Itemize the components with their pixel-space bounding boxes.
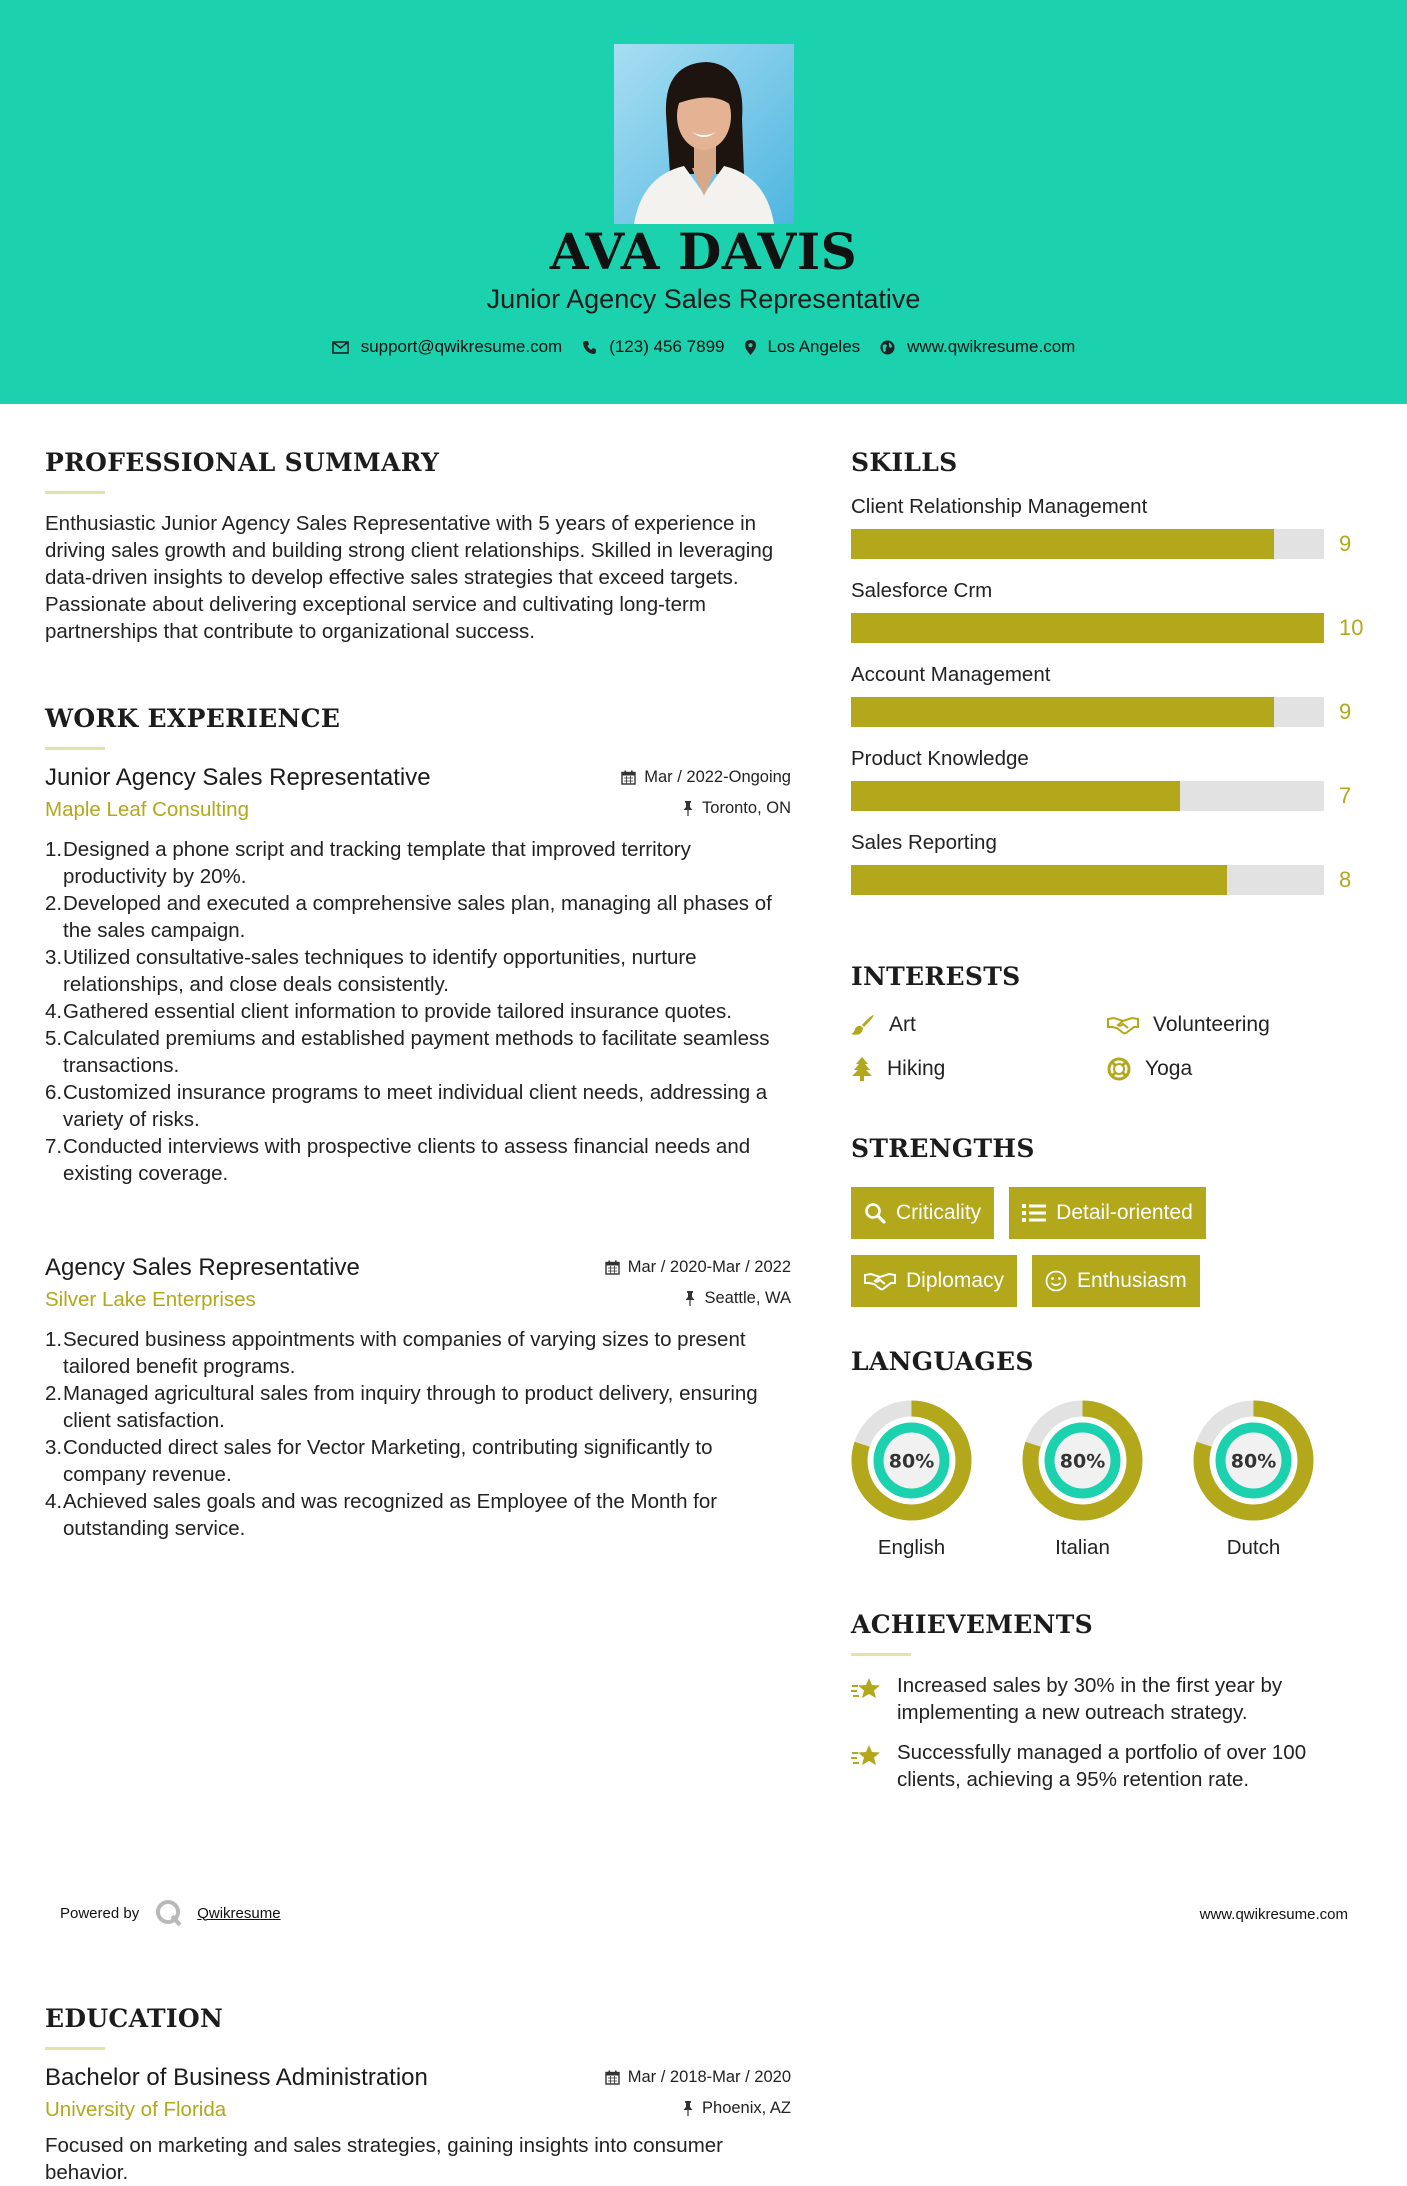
skill-bar-fill: [851, 613, 1324, 643]
skill-value: 9: [1339, 531, 1352, 556]
skill-bar: [851, 697, 1324, 727]
job-dates: [621, 768, 791, 787]
list-item: 4. Gathered essential client information to provide tailored insurance quotes.: [45, 1000, 732, 1023]
education-section: [45, 2004, 791, 2186]
star-badge-icon: [851, 1676, 883, 1702]
achievement-text: Successfully managed a portfolio of over 100 clients, achieving a 95% retention rate.: [897, 1741, 1307, 1791]
paintbrush-icon: [851, 1014, 875, 1036]
skill-name: Account Management: [851, 663, 1051, 686]
list-item: 3. Conducted direct sales for Vector Marketing, contributing significantly to company revenue.: [45, 1436, 713, 1486]
experience-section: [45, 704, 791, 750]
section-heading: WORK EXPERIENCE: [45, 704, 341, 733]
strengths-section: [851, 1134, 1371, 1307]
list-item: 4. Achieved sales goals and was recognized as Employee of the Month for outstanding service.: [45, 1490, 718, 1540]
interest-item: [851, 1013, 1107, 1037]
achievement-text: Increased sales by 30% in the first year by implementing a new outreach strategy.: [897, 1674, 1283, 1724]
avatar: [614, 44, 794, 224]
strengths-list: [851, 1187, 1371, 1307]
job-entry: [45, 1254, 791, 1542]
job-title: Junior Agency Sales Representative: [45, 764, 431, 791]
education-dates: [605, 2068, 791, 2087]
degree-title: Bachelor of Business Administration: [45, 2064, 428, 2091]
skill-item: [851, 747, 1371, 811]
interests-section: [851, 962, 1371, 1081]
candidate-name: AVA DAVIS: [549, 222, 858, 281]
education-dates-text: Mar / 2018-Mar / 2020: [627, 2068, 791, 2086]
section-heading: LANGUAGES: [851, 1347, 1034, 1376]
list-item: 7. Conducted interviews with prospective clients to assess financial needs and existing coverage.: [45, 1135, 751, 1185]
strength-label: Enthusiasm: [1077, 1269, 1187, 1292]
job-location-text: Seattle, WA: [704, 1289, 791, 1307]
tree-icon: [851, 1057, 873, 1081]
list-item: 1. Designed a phone script and tracking template that improved territory productivity by 20%.: [45, 838, 691, 888]
star-badge-icon: [851, 1743, 883, 1769]
language-percent: 80%: [1230, 1450, 1277, 1473]
list-item: 5. Calculated premiums and established payment methods to facilitate seamless transactions.: [45, 1027, 770, 1077]
map-pin-icon: [745, 340, 756, 355]
summary-section: [45, 448, 791, 645]
section-heading: ACHIEVEMENTS: [851, 1610, 1093, 1639]
handshake-icon: [1107, 1015, 1139, 1035]
job-company: Maple Leaf Consulting: [45, 798, 249, 821]
pushpin-icon: [682, 2101, 694, 2116]
job-entry: [45, 764, 791, 1187]
smile-icon: [1045, 1270, 1067, 1292]
skill-bar: [851, 529, 1324, 559]
list-item: 3. Utilized consultative-sales techniques to identify opportunities, nurture relationships, and close deals consistently.: [45, 946, 697, 996]
section-heading: PROFESSIONAL SUMMARY: [45, 448, 440, 477]
section-heading: EDUCATION: [45, 2004, 224, 2033]
list-item: 1. Secured business appointments with companies of varying sizes to present tailored benefit programs.: [45, 1328, 746, 1378]
pushpin-icon: [684, 1291, 696, 1306]
list-icon: [1022, 1203, 1046, 1223]
skill-item: [851, 831, 1371, 895]
strength-tag: [1032, 1255, 1200, 1307]
skill-name: Sales Reporting: [851, 831, 997, 854]
interest-item: [1107, 1013, 1363, 1037]
interests-list: [851, 1013, 1371, 1081]
language-percent: 80%: [888, 1450, 935, 1473]
interest-item: [851, 1057, 1107, 1081]
skill-value: 8: [1339, 867, 1352, 892]
language-name: Dutch: [1226, 1536, 1281, 1559]
calendar-icon: [605, 2070, 620, 2085]
job-location-text: Toronto, ON: [702, 799, 791, 817]
website-text: www.qwikresume.com: [907, 337, 1076, 356]
language-name: English: [877, 1536, 946, 1559]
education-text: Focused on marketing and sales strategies, gaining insights into consumer behavior.: [45, 2134, 724, 2184]
section-divider: [45, 2047, 105, 2050]
strength-label: Criticality: [896, 1201, 982, 1224]
interest-label: Hiking: [887, 1057, 946, 1080]
job-company: Silver Lake Enterprises: [45, 1288, 256, 1311]
skill-value: 7: [1339, 783, 1352, 808]
skill-bar-fill: [851, 865, 1227, 895]
skill-name: Product Knowledge: [851, 747, 1029, 770]
list-item: 6. Customized insurance programs to meet individual client needs, addressing a variety of risks.: [45, 1081, 768, 1131]
skill-bar-fill: [851, 781, 1180, 811]
skill-name: Client Relationship Management: [851, 495, 1148, 518]
education-location-text: Phoenix, AZ: [702, 2099, 791, 2117]
section-divider: [45, 491, 105, 494]
profile-photo: [614, 44, 794, 224]
strength-label: Detail-oriented: [1056, 1201, 1193, 1224]
skill-bar-fill: [851, 529, 1274, 559]
handshake-icon: [864, 1271, 896, 1291]
qwikresume-logo-icon: [153, 1897, 185, 1929]
candidate-title: Junior Agency Sales Representative: [486, 284, 921, 314]
job-bullets: [45, 1326, 791, 1542]
section-heading: INTERESTS: [851, 962, 1021, 991]
phone-text: (123) 456 7899: [609, 337, 725, 356]
school-name: University of Florida: [45, 2098, 227, 2121]
skill-bar: [851, 865, 1324, 895]
language-item: [1022, 1400, 1143, 1560]
achievement-item: [851, 1672, 1371, 1726]
strength-label: Diplomacy: [906, 1269, 1005, 1292]
achievements-section: [851, 1610, 1371, 1793]
footer-powered-by: [60, 1897, 281, 1929]
language-donut: [1193, 1400, 1314, 1521]
contact-location: [745, 337, 861, 357]
job-location: [682, 799, 791, 818]
skill-bar: [851, 781, 1324, 811]
interest-label: Art: [889, 1013, 916, 1036]
section-divider: [45, 747, 105, 750]
job-location: [684, 1289, 791, 1308]
summary-text: Enthusiastic Junior Agency Sales Representative with 5 years of experience in driving sales growth and building strong client relationships. Skilled in leveraging data-driven insights to develop effective sales strategies that exceed targets. Passionate about delivering exceptional service and cultivating long-term partnerships that contribute to organizational success.: [45, 512, 774, 643]
language-donut: [851, 1400, 972, 1521]
job-dates-text: Mar / 2022-Ongoing: [644, 768, 791, 786]
skills-list: [851, 495, 1371, 895]
email-text: support@qwikresume.com: [360, 337, 563, 356]
strength-tag: [851, 1255, 1017, 1307]
strength-tag: [851, 1187, 994, 1239]
education-location: [682, 2099, 791, 2118]
contact-email[interactable]: [332, 337, 563, 357]
job-bullets: [45, 836, 791, 1187]
contact-website[interactable]: [880, 337, 1075, 357]
contact-phone[interactable]: [582, 337, 724, 357]
list-item: 2. Developed and executed a comprehensive sales plan, managing all phases of the sales campaign.: [45, 892, 772, 942]
skill-item: [851, 579, 1371, 643]
skill-value: 10: [1339, 615, 1364, 640]
pushpin-icon: [682, 801, 694, 816]
language-item: [1193, 1400, 1314, 1560]
location-text: Los Angeles: [767, 337, 861, 356]
skill-bar-fill: [851, 697, 1274, 727]
skill-value: 9: [1339, 699, 1352, 724]
language-donut: [1022, 1400, 1143, 1521]
lifering-icon: [1107, 1057, 1131, 1081]
section-divider: [851, 1653, 911, 1656]
languages-list: [851, 1400, 1371, 1560]
contact-bar: [0, 337, 1407, 357]
list-item: 2. Managed agricultural sales from inquiry through to product delivery, ensuring client satisfaction.: [45, 1382, 758, 1432]
languages-section: [851, 1347, 1371, 1560]
phone-icon: [582, 340, 597, 355]
job-dates-text: Mar / 2020-Mar / 2022: [627, 1258, 791, 1276]
language-name: Italian: [1055, 1536, 1110, 1559]
language-item: [851, 1400, 972, 1560]
calendar-icon: [621, 770, 636, 785]
header-banner: [0, 0, 1407, 404]
achievement-item: [851, 1739, 1371, 1793]
interest-label: Volunteering: [1153, 1013, 1270, 1036]
strength-tag: [1009, 1187, 1206, 1239]
interest-item: [1107, 1057, 1363, 1081]
skills-section: [851, 448, 1371, 895]
search-icon: [864, 1202, 886, 1224]
job-title: Agency Sales Representative: [45, 1254, 360, 1281]
brand-link[interactable]: Qwikresume: [197, 1904, 281, 1922]
powered-by-label: Powered by: [60, 1904, 140, 1922]
skill-name: Salesforce Crm: [851, 579, 993, 602]
envelope-icon: [332, 341, 349, 354]
language-percent: 80%: [1059, 1450, 1106, 1473]
skill-item: [851, 663, 1371, 727]
job-dates: [605, 1258, 791, 1277]
globe-icon: [880, 340, 895, 355]
calendar-icon: [605, 1260, 620, 1275]
interest-label: Yoga: [1145, 1057, 1193, 1080]
skill-item: [851, 495, 1371, 559]
section-heading: SKILLS: [851, 448, 958, 477]
section-heading: STRENGTHS: [851, 1134, 1035, 1163]
footer-url[interactable]: www.qwikresume.com: [1199, 1906, 1348, 1923]
skill-bar: [851, 613, 1324, 643]
